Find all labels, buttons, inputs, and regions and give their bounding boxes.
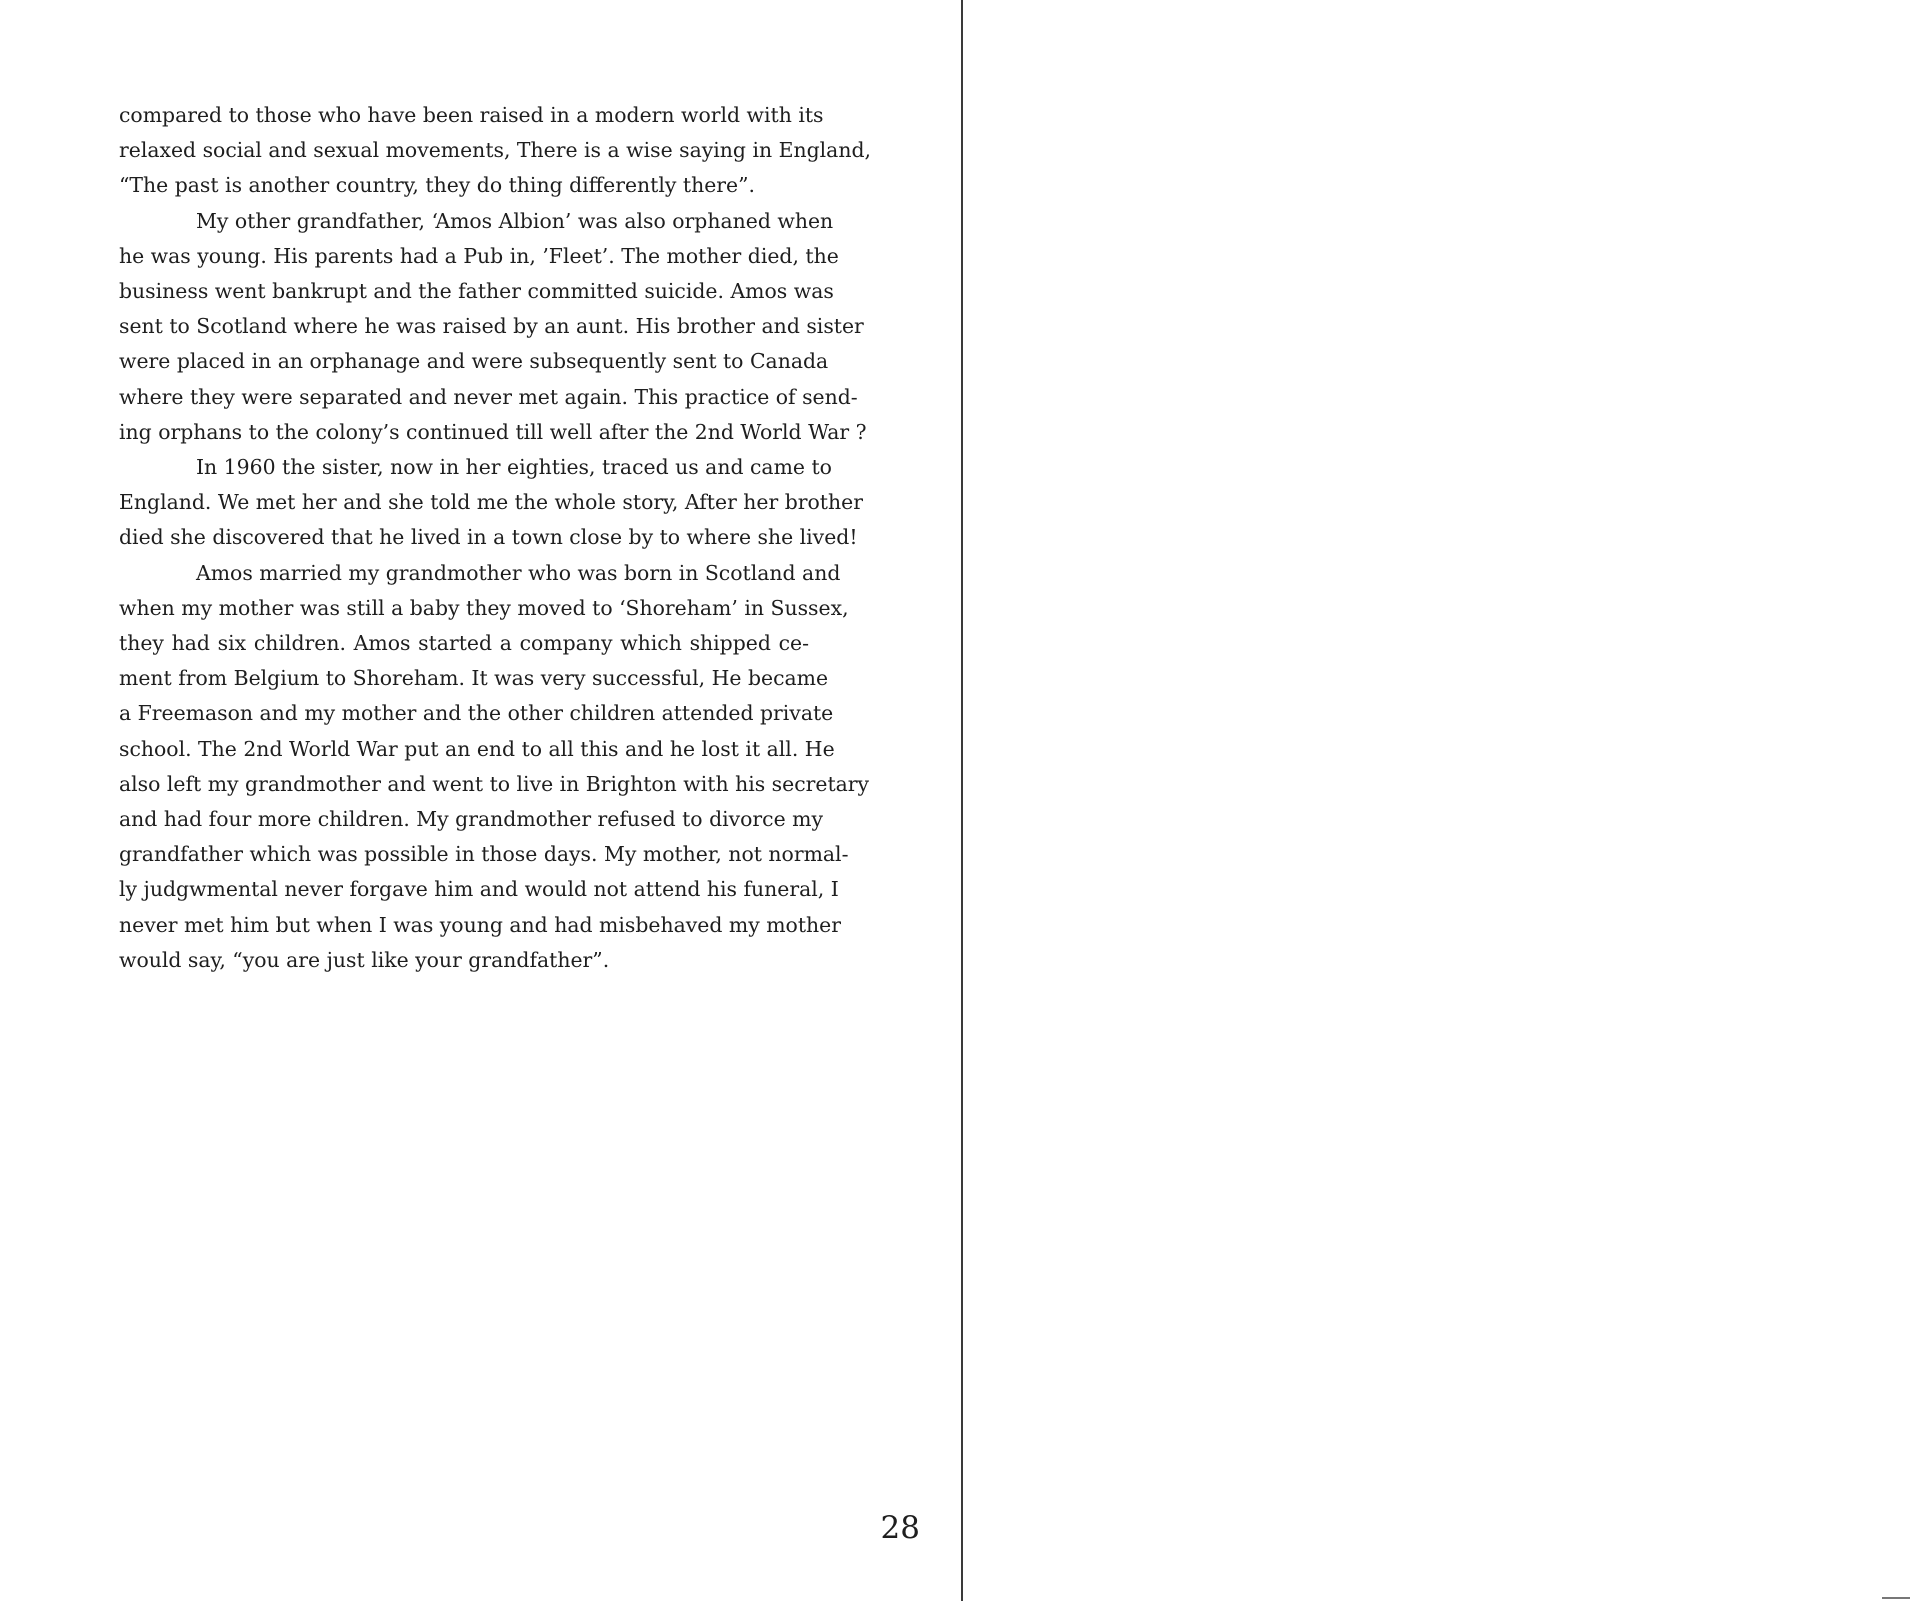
text-line: ing orphans to the colony’s continued till well after the 2nd World War ? (119, 419, 867, 444)
text-line: school. The 2nd World War put an end to all this and he lost it all. He (119, 736, 835, 761)
text-line: sent to Scotland where he was raised by an aunt. His brother and sister (119, 314, 864, 339)
text-line: when my mother was still a baby they moved to ‘Shoreham’ in Sussex, (119, 595, 849, 620)
paragraph-4 (119, 556, 870, 978)
text-line: he was young. His parents had a Pub in, ’Fleet’. The mother died, the (119, 243, 839, 268)
paragraph-3 (119, 450, 863, 556)
text-line: and had four more children. My grandmother refused to divorce my (119, 807, 824, 832)
page-gutter-divider (961, 0, 963, 1601)
scan-edge-mark (1882, 1597, 1910, 1599)
text-line: grandfather which was possible in those days. My mother, not normal- (119, 842, 849, 867)
text-line: never met him but when I was young and had misbehaved my mother (119, 912, 841, 937)
page-number: 28 (880, 1510, 920, 1546)
text-line: compared to those who have been raised in a modern world with its (119, 103, 824, 127)
text-line: also left my grandmother and went to live in Brighton with his secretary (119, 771, 870, 796)
text-line: business went bankrupt and the father committed suicide. Amos was (119, 279, 834, 304)
text-line: were placed in an orphanage and were subsequently sent to Canada (119, 349, 829, 374)
text-line: ment from Belgium to Shoreham. It was very successful, He became (119, 666, 829, 691)
right-page-blank (964, 0, 1920, 1601)
text-line: My other grandfather, ‘Amos Albion’ was also orphaned when (196, 208, 834, 233)
text-line: In 1960 the sister, now in her eighties, traced us and came to (196, 455, 832, 480)
text-line: ly judgwmental never forgave him and would not attend his funeral, I (119, 877, 839, 902)
text-line: where they were separated and never met again. This practice of send- (119, 384, 858, 409)
text-line: they had six children. Amos started a company which shipped ce- (119, 631, 809, 656)
text-line: relaxed social and sexual movements, There is a wise saying in England, (119, 138, 872, 163)
text-line: died she discovered that he lived in a town close by to where she lived! (119, 525, 858, 550)
text-line: England. We met her and she told me the whole story, After her brother (119, 490, 863, 515)
paragraph-2 (119, 204, 867, 450)
text-line: a Freemason and my mother and the other children attended private (119, 701, 834, 726)
body-text (119, 98, 872, 978)
text-line: Amos married my grandmother who was born in Scotland and (196, 560, 841, 585)
text-line: would say, “you are just like your grandfather”. (119, 947, 610, 972)
text-line: “The past is another country, they do thing differently there”. (119, 173, 756, 198)
paragraph-1 (119, 98, 872, 204)
